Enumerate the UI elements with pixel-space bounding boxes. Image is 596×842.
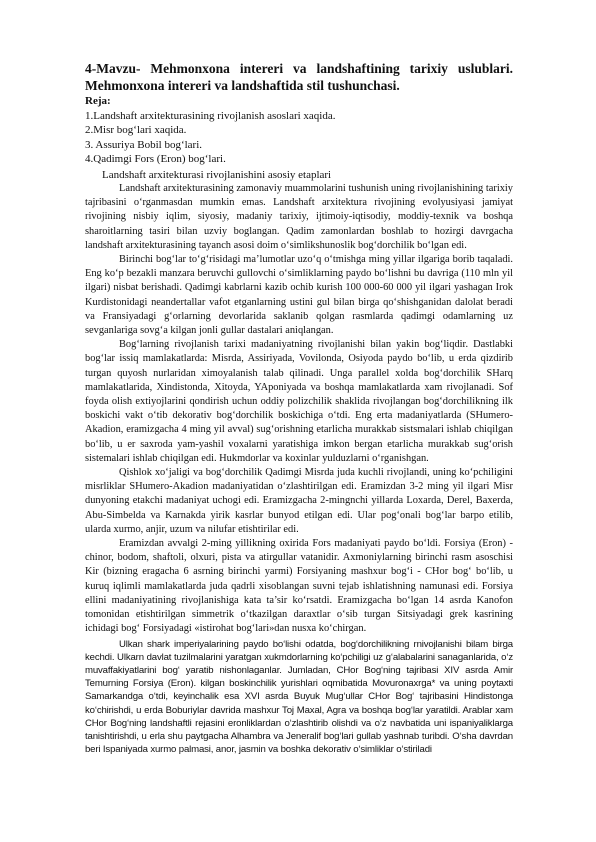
paragraph: Birinchi bog‘lar to‘g‘risidagi ma’lumotlar uzo‘q o‘tmishga ming yillar ilgariga borib taqaladi. Eng ko‘p bezakli manzara beruvchi gullovchi o‘simliklarning paydo bo‘lishni bu davriga (110 mln yil ilgari) nisbat berishadi. Qadimgi kabrlarni kazib ochib kurish 100 000-60 000 yil ilgari yashagan Irok Kurdistonidagi neandertallar vafot etganlarning ustini gul bilan birga qo‘shishganidan dalolat beradi va Fransiyadagi g‘orlarning devorlarida saklanib qolgan rasmlarda qadimgi odamlarning uz sevganlariga sovg‘a kilgan jonli gullar dastalari aniqlangan. — [85, 254, 513, 337]
page-title: 4-Mavzu- Mehmonxona intereri va landshaftining tarixiy uslublari. Mehmonxona intereri va landshaftida stil tushunchasi. — [85, 61, 513, 93]
paragraph: Qishlok xo‘jaligi va bog‘dorchilik Qadimgi Misrda juda kuchli rivojlandi, uning ko‘pchiligini misrliklar SHumero-Akadion madaniyatidan o‘zlashtirilgan edi. Eramizdan 3-2 ming yil ilgari Misr dunyoning etakchi madaniyat uchogi edi. Eramizgacha 2-mingnchi yillarda Loxarda, Derel, Baxerda, Abu-Simbelda va Karnakda yirik kasrlar bunyod etilgan edi. Ular pog‘onali bog‘lar barpo etilib, ularda xurmo, anjir, uzum va nilufar etishtirilar edi. — [85, 467, 513, 535]
paragraph: Ulkan shark imperiyalarining paydo bo‘lishi odatda, bog‘dorchilikning rnivojlanishi bilam birga kechdi. Ulkarn davlat tuzilmalarini yaratgan xukmdorlarning ko‘pchiligi uz g‘alabalarini sanaganlarida, o‘z muvaffakiyatlarini bog‘ yaratib nishonlaganlar. Jumladan, CHor Bog‘ning tajribasi XIV asrda Amir Temurning Forsiya (Eron). kilgan boskinchilik yurishlari oqmibatida Movuronaxrga* va uning poytaxti Samarkandga o‘tdi, keyinchalik esa XVI asrda Buyuk Mug‘ullar CHor Bog‘ tajribasini Hindistonga ko‘chirishdi, u erda Boburiylar davrida mashxur Toj Maxal, Agra va boshqa bog‘lar yaratildi. Arablar xam CHor Bog‘ning landshaftli rejasini eronliklardan o‘zlashtirib olishdi va o‘z navbatida uni ispaniyaliklarga tanishtirishdi, u erla shu paytgacha Alhambra va Jeneralif bog‘lari gullab yashnab turibdi. O‘sha davrdan beri Ispaniyada xurmo palmasi, anor, jasmin va boshka dekorativ o‘simliklar o‘stiriladi — [85, 638, 513, 756]
paragraph: Bog‘larning rivojlanish tarixi madaniyatning rivojlanishi bilan yakin bog‘liqdir. Dastlabki bog‘lar issiq mamlakatlarda: Misrda, Assiriyada, Vovilonda, Osiyoda paydo bo‘lib, u erda qizdirib turgan quyosh nurlaridan ximoyalanish talab qilinadi. Unga parallel xolda bog‘dorchilik SHarq mamlakatlarida, Xindistonda, Xitoyda, YAponiyada va boshqa mamlakatlarda xam rivojlanadi. Sof foyda olish extiyojlarini qondirish uchun oddiy polizchilik shaklida rivojlangan bog‘dorchilikning ilk boskichi vakt o‘tib dekorativ bog‘dorchilik boskichiga o‘tdi. Eng erta madaniyatlarda (SHumero-Akadion, eramizgacha 4 ming yil avval) sug‘orishning etarlicha murakkab sistsmalari ishlab chiqilgan bo‘lib, u er saxroda yam-yashil voxalarni yaratishiga imkon bergan etarlicha murakkab sug‘orish sistemalari ishlab chiqilgan edi. Hukmdorlar va koxinlar yulduzlarni o‘rganishgan. — [85, 339, 513, 464]
paragraph: Eramizdan avvalgi 2-ming yillikning oxirida Fors madaniyati paydo bo‘ldi. Forsiya (Eron) - chinor, bodom, shaftoli, olxuri, pista va atirgullar vatanidir. Axmoniylarning birinchi rasm asoschisi Kir (bizning eragacha 6 asrning birinchi yarmi) Forsiyaning mashxur bog‘i - CHor bog‘ bo‘lib, u kuruq iqlimli mamlakatlarda juda qadrli xisoblangan suvni tejab ishlatishning namunasi edi. Forsiya ellini madaniyatining rivojlanishiga kata ta’sir ko‘rsatdi. Eramizgacha bo‘lgan 14 asrda Kanofon tomonidan etishtirilgan simmetrik o‘tkazilgan daraxtlar o‘sib turgan Sitsiyadagi grek kasrining ichidagi bog‘ Forsiyadagi «istirohat bog‘lari»dan nusxa ko‘chirgan. — [85, 538, 513, 635]
paragraph: Landshaft arxitekturasining zamonaviy muammolarini tushunish uning rivojlanishining tarixiy tajribasini o‘rganmasdan mumkin emas. Landshaft arxitektura rivojining evolyusiyasi jamiyat rivojining nisbiy iqlim, siyosiy, madaniy tarixiy, ijtimoiy-iqtisodiy, moddiy-texnik va boshqa sharoitlarning tasiri bilan uzviy boglangan. Qadim zamonlardan boshlab to hozirgi davrgacha landshaft arxitekturasining tayanch asosi doim o‘simlikshunoslik bog‘dorchilik bo‘lgan edi. — [85, 183, 513, 251]
plan-item: 4.Qadimgi Fors (Eron) bog‘lari. — [85, 153, 226, 165]
section-body — [85, 182, 513, 756]
plan-label: Reja: — [85, 95, 111, 107]
section-subtitle: Landshaft arxitekturasi rivojlanishini asosiy etaplari — [102, 169, 332, 181]
plan-item: 3. Assuriya Bobil bog‘lari. — [85, 138, 203, 151]
plan-item: 1.Landshaft arxitekturasining rivojlanish asoslari xaqida. — [85, 109, 336, 122]
plan-item: 2.Misr bog‘lari xaqida. — [85, 124, 187, 136]
lesson-plan — [85, 94, 513, 167]
